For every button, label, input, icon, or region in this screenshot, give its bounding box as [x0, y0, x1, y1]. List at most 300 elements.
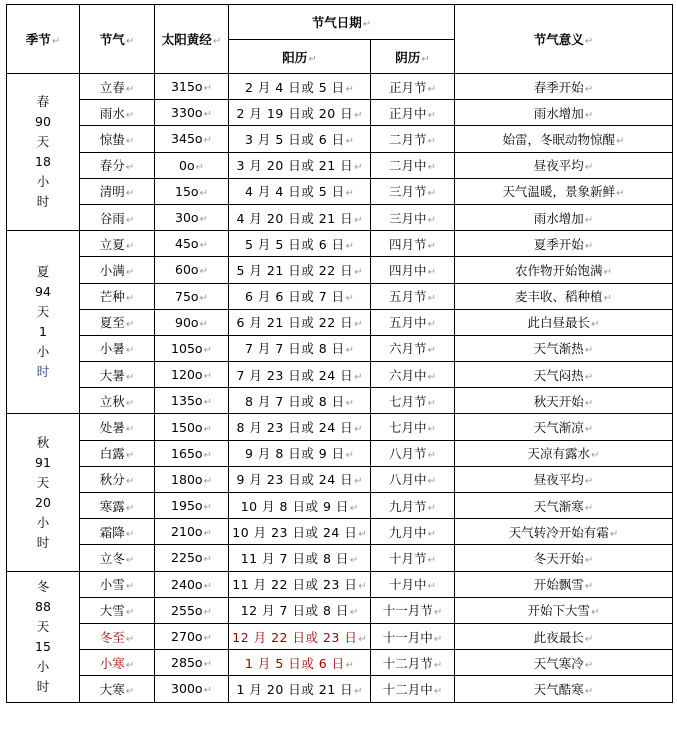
solar-date-cell — [229, 74, 371, 100]
paragraph-mark: ↵ — [427, 502, 436, 514]
term-cell-text: 立春 — [99, 79, 125, 95]
paragraph-mark: ↵ — [584, 659, 594, 671]
paragraph-mark: ↵ — [427, 450, 436, 462]
term-cell — [80, 676, 155, 702]
meaning-cell — [455, 597, 673, 623]
lunar-date-cell-text: 十一月节 — [382, 603, 433, 619]
solar-date-cell-text: 5 月 21 日或 22 日 — [236, 262, 354, 278]
solar-date-cell — [229, 257, 371, 283]
paragraph-mark: ↵ — [358, 581, 367, 593]
meaning-cell-text: 天气闷热 — [533, 367, 584, 383]
paragraph-mark: ↵ — [427, 162, 436, 174]
season-line: 18 — [35, 154, 51, 170]
paragraph-mark: ↵ — [616, 135, 625, 147]
meaning-cell — [455, 519, 673, 545]
meaning-cell — [455, 571, 673, 597]
paragraph-mark: ↵ — [427, 266, 436, 278]
table-row — [7, 335, 673, 361]
term-cell — [80, 231, 155, 257]
longitude-cell-text: 0o — [179, 157, 195, 173]
lunar-date-cell — [371, 519, 455, 545]
solar-date-cell — [229, 440, 371, 466]
season-line: 春 — [36, 94, 50, 110]
paragraph-mark: ↵ — [584, 633, 594, 645]
meaning-cell — [455, 178, 673, 204]
solar-date-cell — [229, 362, 371, 388]
solar-date-cell — [229, 597, 371, 623]
paragraph-mark: ↵ — [203, 502, 212, 514]
paragraph-mark: ↵ — [584, 214, 594, 226]
term-cell — [80, 388, 155, 414]
solar-date-cell-text: 7 月 7 日或 8 日 — [244, 341, 345, 357]
paragraph-mark: ↵ — [616, 188, 625, 200]
table-row — [7, 414, 673, 440]
table-row — [7, 152, 673, 178]
longitude-cell — [155, 74, 229, 100]
header-season: 季节↵ — [7, 5, 80, 74]
meaning-cell — [455, 283, 673, 309]
paragraph-mark: ↵ — [584, 685, 594, 697]
meaning-cell-text: 天气温暖，景象新鲜 — [502, 184, 616, 200]
term-cell — [80, 309, 155, 335]
header-term: 节气↵ — [80, 5, 155, 74]
term-cell — [80, 178, 155, 204]
solar-date-cell — [229, 126, 371, 152]
season-line: 94 — [35, 284, 51, 300]
table-row — [7, 440, 673, 466]
term-cell — [80, 623, 155, 649]
term-cell-text: 立夏 — [99, 236, 125, 252]
lunar-date-cell-text: 六月节 — [389, 341, 427, 357]
paragraph-mark: ↵ — [203, 554, 212, 566]
table-row — [7, 493, 673, 519]
longitude-cell — [155, 126, 229, 152]
header-solar: 阳历↵ — [229, 40, 371, 74]
term-cell — [80, 466, 155, 492]
meaning-cell-text: 麦丰收、稻种植 — [515, 289, 603, 305]
meaning-cell-text: 天气酷寒 — [533, 681, 584, 697]
paragraph-mark: ↵ — [433, 659, 443, 671]
term-cell — [80, 74, 155, 100]
lunar-date-cell-text: 八月节 — [389, 446, 427, 462]
paragraph-mark: ↵ — [125, 659, 135, 671]
season-line: 90 — [35, 114, 51, 130]
longitude-cell-text: 330o — [171, 105, 203, 121]
solar-date-cell-text: 3 月 20 日或 21 日 — [236, 158, 354, 174]
lunar-date-cell-text: 七月中 — [389, 420, 427, 436]
solar-date-cell — [229, 283, 371, 309]
table-row — [7, 545, 673, 571]
longitude-cell — [155, 283, 229, 309]
paragraph-mark: ↵ — [584, 502, 594, 514]
paragraph-mark: ↵ — [427, 476, 436, 488]
table-row — [7, 126, 673, 152]
paragraph-mark: ↵ — [354, 266, 363, 278]
lunar-date-cell-text: 十月节 — [389, 550, 427, 566]
solar-date-cell — [229, 335, 371, 361]
longitude-cell-text: 105o — [171, 340, 203, 356]
paragraph-mark: ↵ — [125, 397, 135, 409]
meaning-cell — [455, 676, 673, 702]
meaning-cell — [455, 362, 673, 388]
lunar-date-cell — [371, 545, 455, 571]
solar-date-cell-text: 8 月 23 日或 24 日 — [236, 420, 354, 436]
paragraph-mark: ↵ — [125, 109, 135, 121]
meaning-cell-text: 天凉有露水 — [527, 446, 591, 462]
paragraph-mark: ↵ — [125, 607, 135, 619]
solar-date-cell — [229, 571, 371, 597]
paragraph-mark: ↵ — [125, 685, 135, 697]
lunar-date-cell — [371, 257, 455, 283]
paragraph-mark: ↵ — [125, 214, 135, 226]
paragraph-mark: ↵ — [354, 685, 363, 697]
paragraph-mark: ↵ — [203, 685, 212, 697]
paragraph-mark: ↵ — [427, 293, 436, 305]
solar-date-cell-text: 2 月 19 日或 20 日 — [236, 105, 354, 121]
longitude-cell — [155, 100, 229, 126]
lunar-date-cell — [371, 100, 455, 126]
term-cell — [80, 100, 155, 126]
meaning-cell-text: 秋天开始 — [533, 393, 584, 409]
paragraph-mark: ↵ — [584, 345, 594, 357]
paragraph-mark: ↵ — [125, 135, 135, 147]
meaning-cell — [455, 204, 673, 230]
paragraph-mark: ↵ — [345, 240, 355, 252]
season-line: 天 — [36, 304, 50, 320]
paragraph-mark: ↵ — [203, 371, 212, 383]
paragraph-mark: ↵ — [125, 581, 135, 593]
lunar-date-cell — [371, 414, 455, 440]
solar-date-cell-text: 12 月 7 日或 8 日 — [240, 603, 349, 619]
solar-date-cell-text: 1 月 20 日或 21 日 — [236, 681, 354, 697]
season-line: 天 — [36, 474, 50, 490]
paragraph-mark: ↵ — [203, 580, 212, 592]
paragraph-mark: ↵ — [354, 476, 363, 488]
paragraph-mark: ↵ — [354, 214, 363, 226]
longitude-cell — [155, 231, 229, 257]
paragraph-mark: ↵ — [203, 475, 212, 487]
longitude-cell — [155, 152, 229, 178]
lunar-date-cell — [371, 571, 455, 597]
solar-date-cell — [229, 178, 371, 204]
term-cell-text: 小寒 — [99, 655, 125, 671]
term-cell-text: 芒种 — [99, 289, 125, 305]
paragraph-mark: ↵ — [125, 188, 135, 200]
lunar-date-cell-text: 五月节 — [389, 289, 427, 305]
meaning-cell — [455, 152, 673, 178]
table-row — [7, 283, 673, 309]
paragraph-mark: ↵ — [433, 633, 443, 645]
paragraph-mark: ↵ — [203, 528, 212, 540]
term-cell-text: 小满 — [99, 262, 125, 278]
meaning-cell-text: 开始飘雪 — [533, 577, 584, 593]
paragraph-mark: ↵ — [125, 450, 135, 462]
term-cell-text: 夏至 — [99, 315, 125, 331]
lunar-date-cell — [371, 152, 455, 178]
season-line: 小 — [36, 514, 50, 530]
table-row — [7, 362, 673, 388]
longitude-cell — [155, 545, 229, 571]
table-row — [7, 519, 673, 545]
meaning-cell — [455, 623, 673, 649]
season-line: 88 — [35, 598, 51, 614]
meaning-cell — [455, 545, 673, 571]
lunar-date-cell-text: 二月节 — [389, 131, 427, 147]
paragraph-mark: ↵ — [584, 371, 594, 383]
longitude-cell-text: 240o — [171, 576, 203, 592]
lunar-date-cell — [371, 676, 455, 702]
lunar-date-cell-text: 十二月中 — [382, 681, 433, 697]
season-line: 天 — [36, 134, 50, 150]
term-cell — [80, 152, 155, 178]
meaning-cell — [455, 74, 673, 100]
paragraph-mark: ↵ — [427, 397, 436, 409]
longitude-cell-text: 75o — [175, 288, 199, 304]
season-line: 秋 — [36, 434, 50, 450]
paragraph-mark: ↵ — [427, 188, 436, 200]
lunar-date-cell — [371, 440, 455, 466]
lunar-date-cell — [371, 231, 455, 257]
paragraph-mark: ↵ — [203, 633, 212, 645]
longitude-cell-text: 270o — [171, 629, 203, 645]
term-cell — [80, 257, 155, 283]
lunar-date-cell-text: 十一月中 — [382, 629, 433, 645]
longitude-cell — [155, 257, 229, 283]
lunar-date-cell-text: 正月节 — [389, 79, 427, 95]
solar-date-cell — [229, 519, 371, 545]
lunar-date-cell — [371, 335, 455, 361]
paragraph-mark: ↵ — [125, 240, 135, 252]
paragraph-mark: ↵ — [591, 607, 600, 619]
lunar-date-cell-text: 六月中 — [389, 367, 427, 383]
term-cell-text: 小暑 — [99, 341, 125, 357]
term-cell-text: 白露 — [99, 446, 125, 462]
meaning-cell — [455, 335, 673, 361]
lunar-date-cell — [371, 362, 455, 388]
season-line: 夏 — [36, 264, 50, 280]
paragraph-mark: ↵ — [427, 135, 436, 147]
solar-date-cell-text: 7 月 23 日或 24 日 — [236, 367, 354, 383]
paragraph-mark: ↵ — [584, 240, 594, 252]
paragraph-mark: ↵ — [199, 292, 208, 304]
table-body — [7, 74, 673, 703]
paragraph-mark: ↵ — [349, 554, 359, 566]
solar-date-cell-text: 5 月 5 日或 6 日 — [244, 236, 345, 252]
paragraph-mark: ↵ — [125, 345, 135, 357]
header-meaning: 节气意义↵ — [455, 5, 673, 74]
meaning-cell — [455, 309, 673, 335]
longitude-cell — [155, 440, 229, 466]
table-row — [7, 623, 673, 649]
lunar-date-cell-text: 正月中 — [389, 105, 427, 121]
longitude-cell-text: 165o — [171, 445, 203, 461]
meaning-cell-text: 天气转冷开始有霜 — [508, 524, 609, 540]
lunar-date-cell — [371, 74, 455, 100]
term-cell — [80, 126, 155, 152]
paragraph-mark: ↵ — [125, 162, 135, 174]
longitude-cell-text: 30o — [175, 210, 199, 226]
term-cell — [80, 650, 155, 676]
paragraph-mark: ↵ — [199, 240, 208, 252]
longitude-cell-text: 255o — [171, 602, 203, 618]
solar-date-cell-text: 9 月 23 日或 24 日 — [236, 472, 354, 488]
paragraph-mark: ↵ — [433, 685, 443, 697]
season-line: 15 — [35, 638, 51, 654]
solar-date-cell — [229, 309, 371, 335]
paragraph-mark: ↵ — [603, 293, 612, 305]
paragraph-mark: ↵ — [199, 266, 208, 278]
solar-date-cell-text: 4 月 4 日或 5 日 — [244, 184, 345, 200]
paragraph-mark: ↵ — [584, 554, 594, 566]
table-row — [7, 676, 673, 702]
solar-date-cell — [229, 414, 371, 440]
term-cell — [80, 545, 155, 571]
lunar-date-cell — [371, 493, 455, 519]
term-cell-text: 谷雨 — [99, 210, 125, 226]
solar-date-cell — [229, 545, 371, 571]
term-cell-text: 春分 — [99, 158, 125, 174]
longitude-cell-text: 120o — [171, 367, 203, 383]
term-cell — [80, 335, 155, 361]
meaning-cell-text: 此夜最长 — [533, 629, 584, 645]
lunar-date-cell — [371, 623, 455, 649]
season-line: 91 — [35, 454, 51, 470]
lunar-date-cell — [371, 283, 455, 309]
longitude-cell-text: 60o — [175, 262, 199, 278]
longitude-cell — [155, 178, 229, 204]
lunar-date-cell — [371, 597, 455, 623]
paragraph-mark: ↵ — [433, 607, 443, 619]
lunar-date-cell-text: 四月中 — [389, 262, 427, 278]
term-cell — [80, 519, 155, 545]
longitude-cell-text: 345o — [171, 131, 203, 147]
season-line: 时 — [36, 678, 50, 694]
meaning-cell — [455, 126, 673, 152]
paragraph-mark: ↵ — [584, 397, 594, 409]
longitude-cell-text: 315o — [171, 79, 203, 95]
term-cell-text: 大雪 — [99, 603, 125, 619]
lunar-date-cell — [371, 126, 455, 152]
paragraph-mark: ↵ — [125, 554, 135, 566]
lunar-date-cell-text: 九月中 — [389, 524, 427, 540]
term-cell-text: 惊蛰 — [99, 131, 125, 147]
paragraph-mark: ↵ — [427, 345, 436, 357]
solar-date-cell-text: 10 月 23 日或 24 日 — [232, 524, 358, 540]
meaning-cell-text: 夏季开始 — [533, 236, 584, 252]
meaning-cell-text: 天气寒冷 — [533, 655, 584, 671]
meaning-cell — [455, 466, 673, 492]
table-row — [7, 466, 673, 492]
solar-date-cell-text: 3 月 5 日或 6 日 — [244, 131, 345, 147]
longitude-cell — [155, 676, 229, 702]
paragraph-mark: ↵ — [603, 266, 612, 278]
paragraph-mark: ↵ — [203, 135, 212, 147]
meaning-cell — [455, 414, 673, 440]
table-row — [7, 309, 673, 335]
term-cell-text: 大寒 — [99, 681, 125, 697]
longitude-cell-text: 195o — [171, 498, 203, 514]
paragraph-mark: ↵ — [125, 293, 135, 305]
table-row — [7, 178, 673, 204]
lunar-date-cell-text: 二月中 — [389, 158, 427, 174]
paragraph-mark: ↵ — [349, 502, 359, 514]
season-line: 小 — [36, 174, 50, 190]
solar-date-cell — [229, 623, 371, 649]
lunar-date-cell-text: 四月节 — [389, 236, 427, 252]
term-cell — [80, 204, 155, 230]
season-line: 小 — [36, 344, 50, 360]
paragraph-mark: ↵ — [349, 607, 359, 619]
header-lunar: 阴历↵ — [371, 40, 455, 74]
table-row — [7, 257, 673, 283]
solar-date-cell — [229, 650, 371, 676]
solar-date-cell — [229, 676, 371, 702]
paragraph-mark: ↵ — [125, 83, 135, 95]
solar-date-cell-text: 1 月 5 日或 6 日 — [244, 655, 345, 671]
meaning-cell-text: 春季开始 — [533, 79, 584, 95]
paragraph-mark: ↵ — [584, 581, 594, 593]
season-line: 1 — [39, 324, 47, 340]
meaning-cell-text: 冬天开始 — [533, 550, 584, 566]
paragraph-mark: ↵ — [427, 214, 436, 226]
longitude-cell-text: 90o — [175, 314, 199, 330]
paragraph-mark: ↵ — [199, 214, 208, 226]
paragraph-mark: ↵ — [427, 319, 436, 331]
meaning-cell — [455, 100, 673, 126]
paragraph-mark: ↵ — [427, 424, 436, 436]
lunar-date-cell-text: 九月节 — [389, 498, 427, 514]
meaning-cell-text: 农作物开始饱满 — [515, 262, 603, 278]
solar-date-cell — [229, 100, 371, 126]
term-cell — [80, 597, 155, 623]
paragraph-mark: ↵ — [203, 659, 212, 671]
table-row — [7, 388, 673, 414]
meaning-cell — [455, 493, 673, 519]
longitude-cell — [155, 362, 229, 388]
paragraph-mark: ↵ — [125, 528, 135, 540]
paragraph-mark: ↵ — [345, 450, 355, 462]
paragraph-mark: ↵ — [345, 659, 355, 671]
header-date: 节气日期↵ — [229, 5, 455, 40]
paragraph-mark: ↵ — [203, 423, 212, 435]
meaning-cell-text: 雨水增加 — [533, 210, 584, 226]
season-line: 小 — [36, 658, 50, 674]
paragraph-mark: ↵ — [584, 162, 594, 174]
paragraph-mark: ↵ — [195, 161, 204, 173]
paragraph-mark: ↵ — [427, 109, 436, 121]
table-row — [7, 231, 673, 257]
meaning-cell — [455, 231, 673, 257]
paragraph-mark: ↵ — [345, 188, 355, 200]
lunar-date-cell — [371, 650, 455, 676]
lunar-date-cell — [371, 466, 455, 492]
term-cell-text: 立冬 — [99, 550, 125, 566]
paragraph-mark: ↵ — [345, 293, 355, 305]
paragraph-mark: ↵ — [203, 344, 212, 356]
paragraph-mark: ↵ — [354, 319, 363, 331]
lunar-date-cell — [371, 178, 455, 204]
paragraph-mark: ↵ — [584, 109, 594, 121]
paragraph-mark: ↵ — [345, 345, 355, 357]
solar-date-cell — [229, 466, 371, 492]
paragraph-mark: ↵ — [354, 109, 363, 121]
term-cell-text: 清明 — [99, 184, 125, 200]
meaning-cell — [455, 388, 673, 414]
term-cell-text: 霜降 — [99, 524, 125, 540]
meaning-cell-text: 天气渐热 — [533, 341, 584, 357]
season-cell — [7, 74, 80, 231]
longitude-cell — [155, 388, 229, 414]
